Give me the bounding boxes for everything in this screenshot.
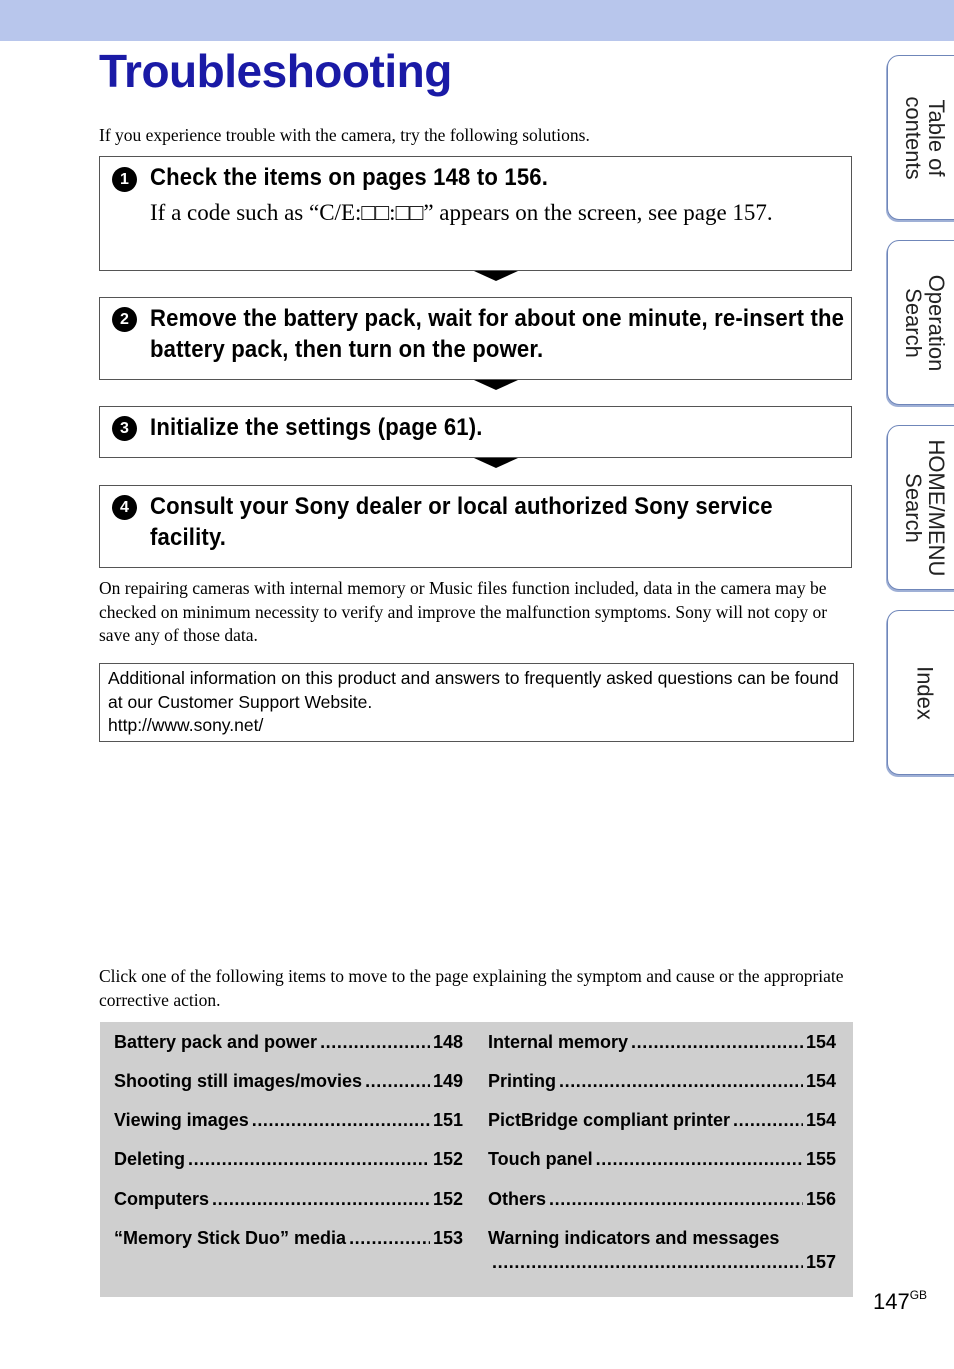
toc-leader — [596, 1147, 803, 1171]
toc-link-battery[interactable] — [114, 1030, 463, 1054]
toc-label: Viewing images — [114, 1110, 249, 1130]
step-2-box — [99, 297, 852, 380]
toc-leader — [349, 1226, 430, 1250]
step-3-heading: Initialize the settings (page 61). — [150, 414, 483, 441]
step-4-number: 4 — [112, 495, 137, 520]
tab-operation-search[interactable] — [887, 240, 954, 405]
toc-leader — [733, 1108, 803, 1132]
toc-link-warnings[interactable] — [488, 1226, 836, 1274]
page-number-suffix: GB — [909, 1288, 928, 1302]
header-band — [0, 0, 954, 41]
tab-home-menu-search[interactable] — [887, 425, 954, 590]
step-1-body: If a code such as “C/E:□□:□□” appears on the screen, see page 157. — [150, 200, 773, 225]
toc-label: PictBridge compliant printer — [488, 1110, 731, 1130]
down-arrow-icon — [474, 380, 518, 390]
toc-page: 157 — [805, 1252, 836, 1272]
toc-label: “Memory Stick Duo” media — [114, 1228, 347, 1248]
page-number — [873, 1288, 927, 1315]
toc-label: Printing — [488, 1071, 556, 1091]
toc-label: Internal memory — [488, 1032, 629, 1052]
toc-label: Warning indicators and messages — [488, 1228, 780, 1248]
step-4-box — [99, 485, 852, 568]
step-1-heading: Check the items on pages 148 to 156. — [150, 164, 549, 191]
toc-link-pictbridge[interactable] — [488, 1108, 836, 1132]
page-title: Troubleshooting — [99, 45, 452, 97]
tab-label: Table of contents — [900, 95, 949, 180]
toc-leader — [188, 1147, 430, 1171]
tab-label: Operation Search — [900, 274, 949, 371]
toc-page: 148 — [432, 1032, 463, 1052]
toc-page: 155 — [805, 1149, 836, 1169]
step-3-number: 3 — [112, 416, 137, 441]
toc-leader — [212, 1187, 430, 1211]
toc-page: 152 — [432, 1149, 463, 1169]
step-1-number: 1 — [112, 167, 137, 192]
toc-leader — [549, 1187, 803, 1211]
toc-page: 149 — [432, 1071, 463, 1091]
toc-leader — [320, 1030, 430, 1054]
toc-link-shooting[interactable] — [114, 1069, 463, 1093]
toc-page: 154 — [805, 1071, 836, 1091]
toc-leader — [631, 1030, 803, 1054]
toc-label: Shooting still images/movies — [114, 1071, 363, 1091]
step-3-box — [99, 406, 852, 458]
toc-page: 154 — [805, 1032, 836, 1052]
toc-page: 156 — [805, 1189, 836, 1209]
toc-page: 153 — [432, 1228, 463, 1248]
step-2-number: 2 — [112, 307, 137, 332]
toc-label: Touch panel — [488, 1149, 593, 1169]
intro-text: If you experience trouble with the camera, try the following solutions. — [99, 125, 590, 145]
toc-link-viewing[interactable] — [114, 1108, 463, 1132]
page-number-value: 147 — [873, 1289, 910, 1314]
toc-leader — [365, 1069, 430, 1093]
toc-page: 154 — [805, 1110, 836, 1130]
down-arrow-icon — [474, 271, 518, 281]
down-arrow-icon — [474, 458, 518, 468]
toc-label: Deleting — [114, 1149, 186, 1169]
tab-table-of-contents[interactable] — [887, 55, 954, 220]
toc-page: 152 — [432, 1189, 463, 1209]
toc-link-memory-stick[interactable] — [114, 1226, 463, 1250]
toc-leader — [252, 1108, 430, 1132]
toc-link-touch-panel[interactable] — [488, 1147, 836, 1171]
repair-note: On repairing cameras with internal memory or Music files function included, data in the camera may be checked on minimum necessity to verify and improve the malfunction symptoms. Sony will not copy or save any of those data. — [99, 578, 828, 645]
toc-link-computers[interactable] — [114, 1187, 463, 1211]
toc-label: Computers — [114, 1189, 210, 1209]
support-link[interactable]: http://www.sony.net/ — [108, 715, 264, 735]
tab-label: HOME/MENU Search — [900, 439, 949, 576]
toc-link-internal-memory[interactable] — [488, 1030, 836, 1054]
click-instruction: Click one of the following items to move to the page explaining the symptom and cause or the appropriate corrective action. — [99, 966, 844, 1010]
toc-label: Others — [488, 1189, 547, 1209]
toc-link-printing[interactable] — [488, 1069, 836, 1093]
step-2-heading: Remove the battery pack, wait for about one minute, re-insert the battery pack, then turn on the power. — [150, 305, 845, 363]
toc-label: Battery pack and power — [114, 1032, 318, 1052]
symptom-index — [100, 1022, 853, 1297]
toc-leader-row — [492, 1250, 836, 1274]
step-4-heading: Consult your Sony dealer or local authorized Sony service facility. — [150, 493, 773, 551]
toc-leader — [559, 1069, 803, 1093]
toc-link-deleting[interactable] — [114, 1147, 463, 1171]
toc-leader — [492, 1250, 803, 1274]
tab-label: Index — [912, 665, 937, 720]
tab-index[interactable] — [887, 610, 954, 775]
step-1-box — [99, 156, 852, 271]
toc-link-others[interactable] — [488, 1187, 836, 1211]
support-text: Additional information on this product and answers to frequently asked questions can be found at our Customer Support Website. — [108, 668, 839, 712]
support-box — [99, 663, 854, 742]
toc-page: 151 — [432, 1110, 463, 1130]
